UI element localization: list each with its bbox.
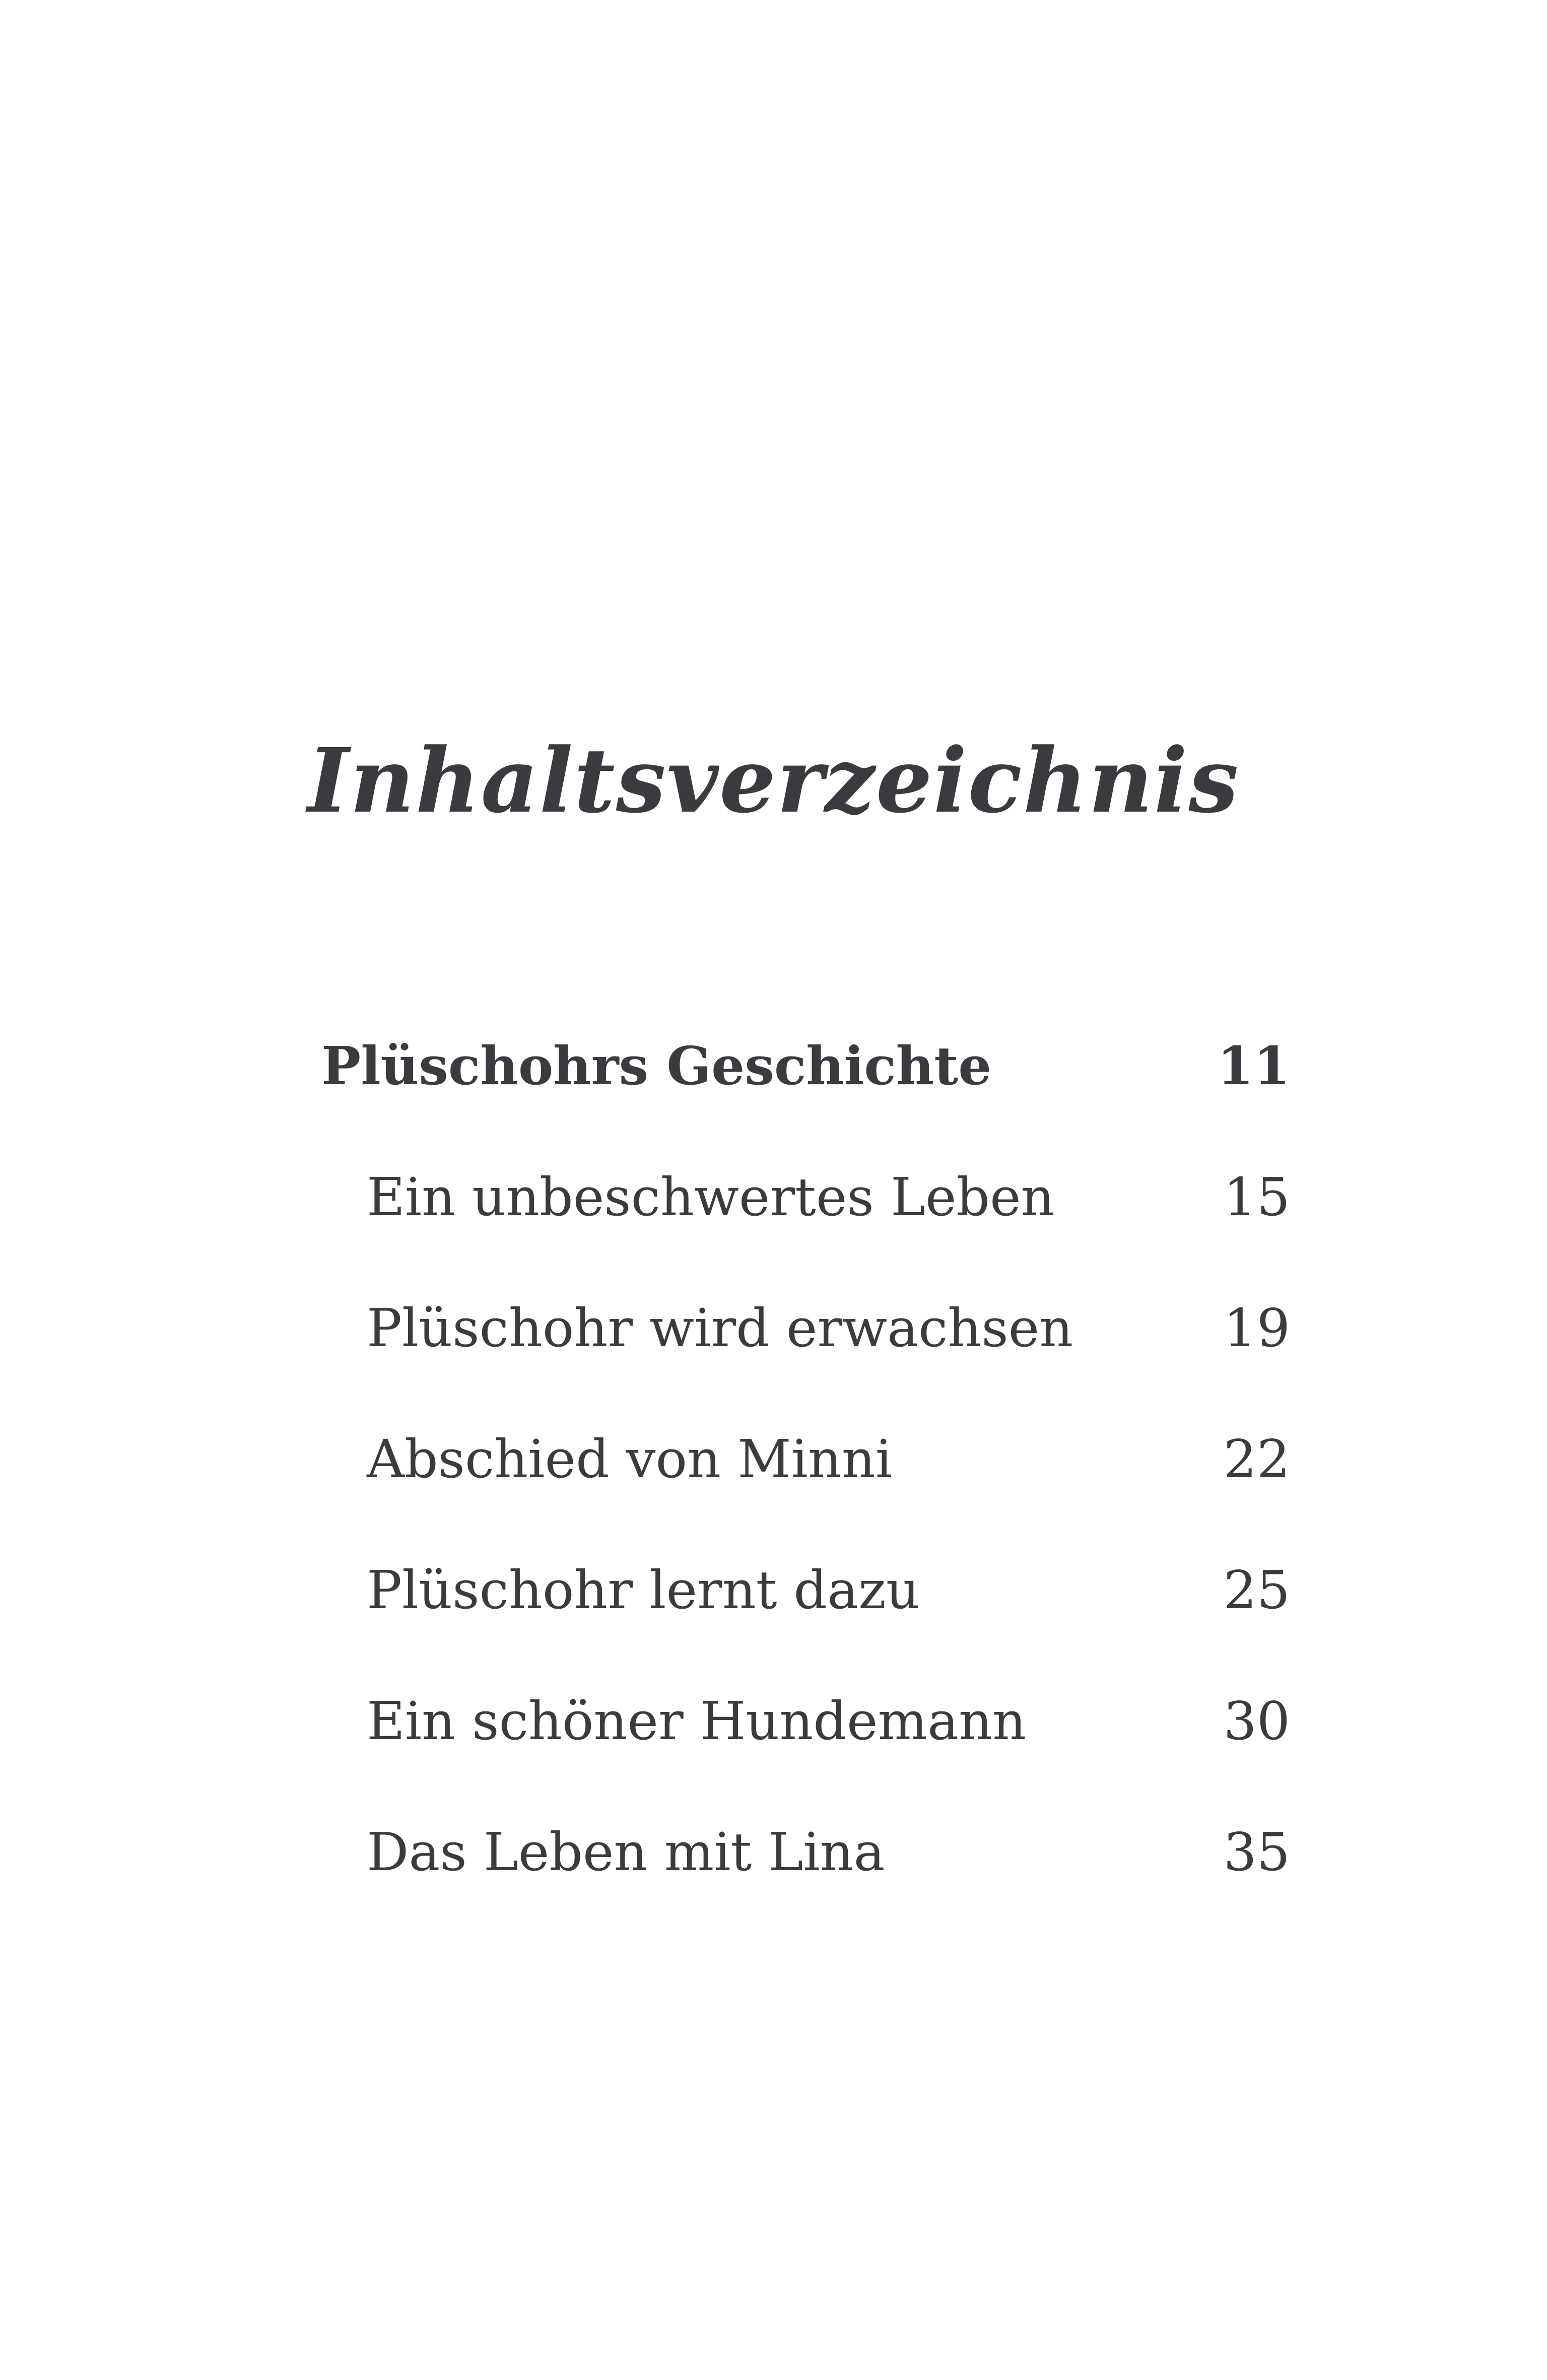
toc-section-page-number: 25 <box>1223 1559 1290 1621</box>
toc-section-page-number: 30 <box>1223 1690 1290 1752</box>
toc-section-entry[interactable] <box>0 1686 1547 1756</box>
toc-chapter-title: Plüschohrs Geschichte <box>321 1035 992 1097</box>
toc-chapter-page-number: 11 <box>1217 1035 1290 1097</box>
toc-section-page-number: 15 <box>1223 1166 1290 1228</box>
toc-section-entry[interactable] <box>0 1293 1547 1363</box>
toc-chapter-entry[interactable] <box>0 1031 1547 1101</box>
page-title: Inhaltsverzeichnis <box>307 729 1240 833</box>
toc-section-entry[interactable] <box>0 1817 1547 1887</box>
toc-section-title: Plüschohr wird erwachsen <box>367 1297 1073 1359</box>
toc-section-entry[interactable] <box>0 1424 1547 1494</box>
toc-section-page-number: 19 <box>1223 1297 1290 1359</box>
toc-section-title: Plüschohr lernt dazu <box>367 1559 920 1621</box>
toc-section-entry[interactable] <box>0 1162 1547 1232</box>
toc-section-page-number: 35 <box>1223 1821 1290 1883</box>
toc-section-entry[interactable] <box>0 1555 1547 1625</box>
toc-section-title: Ein unbeschwertes Leben <box>367 1166 1055 1228</box>
toc-section-page-number: 22 <box>1223 1428 1290 1490</box>
toc-section-title: Das Leben mit Lina <box>367 1821 885 1883</box>
toc-section-title: Abschied von Minni <box>367 1428 893 1490</box>
toc-section-title: Ein schöner Hundemann <box>367 1690 1027 1752</box>
